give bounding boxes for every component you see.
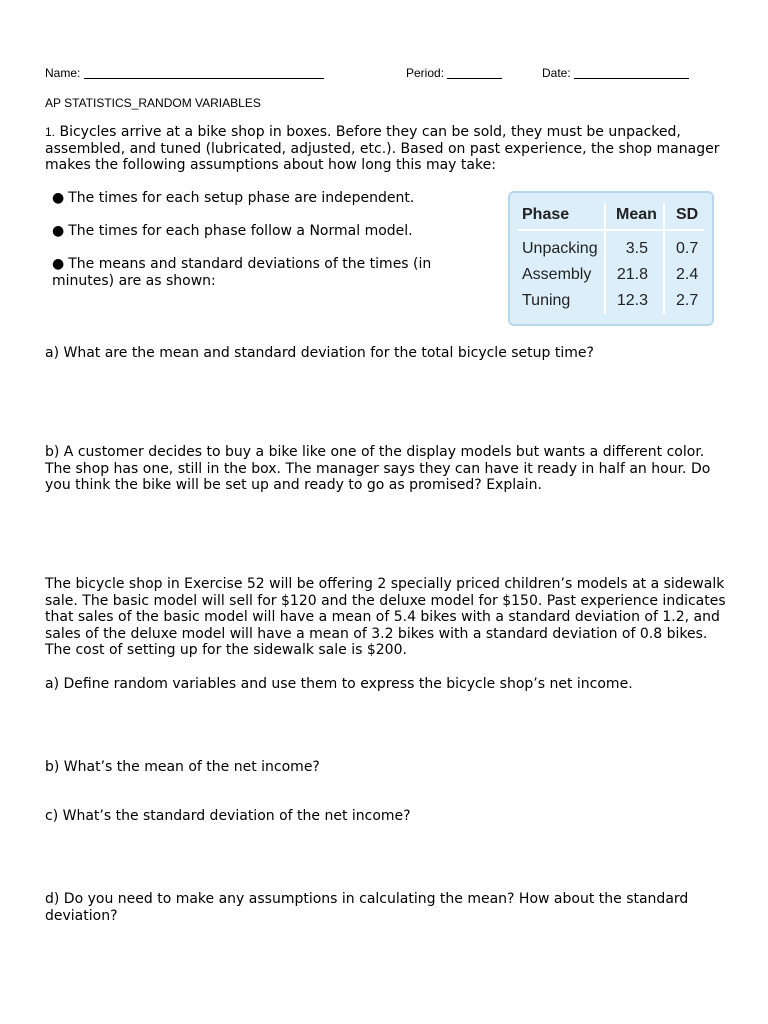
worksheet-header bbox=[45, 66, 705, 82]
q2-part-b: b) What’s the mean of the net income? bbox=[45, 759, 320, 775]
table-cell-mean: 3.5 bbox=[625, 240, 648, 257]
table-header-phase: Phase bbox=[522, 206, 570, 223]
table-divider bbox=[604, 203, 606, 314]
q2-part-d: d) Do you need to make any assumptions in calculating the mean? How about the standard deviation? bbox=[45, 891, 689, 924]
name-label: Name: bbox=[45, 66, 81, 80]
phase-times-table bbox=[508, 191, 714, 326]
q1-bullet-3-text: The means and standard deviations of the times (in minutes) are as shown: bbox=[52, 256, 432, 289]
table-cell-phase: Unpacking bbox=[522, 240, 598, 257]
worksheet-subject: AP STATISTICS_RANDOM VARIABLES bbox=[45, 96, 261, 110]
q1-bullet-1-text: The times for each setup phase are independent. bbox=[68, 190, 415, 206]
table-cell-mean: 21.8 bbox=[616, 266, 648, 283]
q1-part-a: a) What are the mean and standard deviation for the total bicycle setup time? bbox=[45, 345, 594, 361]
table-divider bbox=[663, 203, 665, 314]
name-field[interactable] bbox=[45, 66, 84, 80]
table-cell-sd: 2.4 bbox=[676, 266, 699, 283]
table-header-sd: SD bbox=[676, 206, 699, 223]
date-field[interactable] bbox=[542, 66, 574, 80]
table-cell-phase: Assembly bbox=[522, 266, 592, 283]
table-cell-mean: 12.3 bbox=[616, 292, 648, 309]
period-field[interactable] bbox=[406, 66, 447, 80]
table-cell-phase: Tuning bbox=[522, 292, 571, 309]
table-header-mean: Mean bbox=[616, 206, 657, 223]
q1-number: 1. bbox=[45, 125, 56, 139]
table-header-divider bbox=[518, 229, 704, 231]
period-blank[interactable] bbox=[447, 66, 502, 79]
date-label: Date: bbox=[542, 66, 571, 80]
table-cell-sd: 0.7 bbox=[676, 240, 699, 257]
q1-bullet-3 bbox=[52, 256, 497, 289]
table-cell-sd: 2.7 bbox=[676, 292, 699, 309]
q2-part-c: c) What’s the standard deviation of the net income? bbox=[45, 808, 411, 824]
q1-intro-text: Bicycles arrive at a bike shop in boxes. Before they can be sold, they must be unpacked, assembled, and tuned (lubricated, adjusted, etc.). Based on past experience, the shop manager makes the following assumptions about how long this may take: bbox=[45, 124, 720, 173]
q1-part-b: b) A customer decides to buy a bike like one of the display models but wants a different color. The shop has one, still in the box. The manager says they can have it ready in half an hour. Do you think the bike will be set up and ready to go as promised? Explain. bbox=[45, 444, 711, 493]
q1-bullet-2-text: The times for each phase follow a Normal model. bbox=[68, 223, 413, 239]
name-blank[interactable] bbox=[84, 66, 324, 79]
q1-intro bbox=[45, 124, 725, 174]
q2-intro: The bicycle shop in Exercise 52 will be offering 2 specially priced children’s models at a sidewalk sale. The basic model will sell for $120 and the deluxe model for $150. Past experience indicates that sales of the basic model will have a mean of 5.4 bikes with a standard deviation of 1.2, and sales of the deluxe model will have a mean of 3.2 bikes with a standard deviation of 0.8 bikes. The cost of setting up for the sidewalk sale is $200. bbox=[45, 576, 726, 658]
period-label: Period: bbox=[406, 66, 445, 80]
q2-part-a: a) Define random variables and use them to express the bicycle shop’s net income. bbox=[45, 676, 633, 692]
q1-bullet-1 bbox=[52, 190, 492, 207]
q1-bullet-2 bbox=[52, 223, 492, 240]
date-blank[interactable] bbox=[574, 66, 689, 79]
